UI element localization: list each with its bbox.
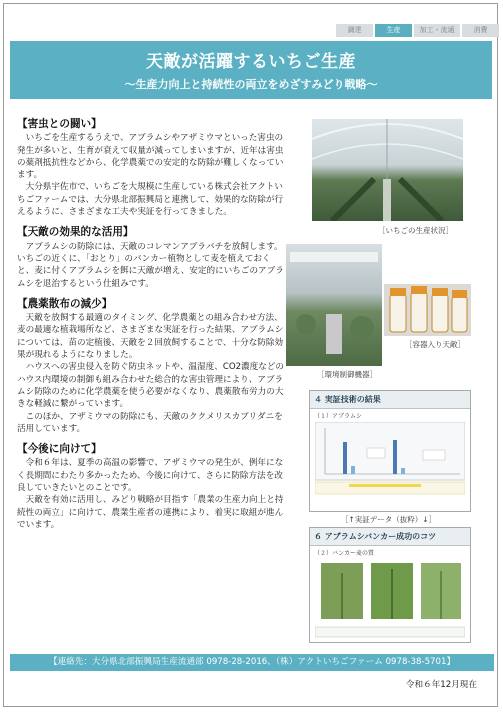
environment-control-photo <box>286 244 382 366</box>
paragraph: アブラムシの防除には、天敵のコレマンアブラバチを放飼します。いちごの近くに、「おとり」のバンカー植物として麦を植えておくと、麦に付くアブラムシを餌に天敵が増え、安定的にいちごのアブラムシを退治するという仕組みです。 <box>17 241 284 289</box>
bottles-illustration <box>384 284 471 336</box>
contact-footer: 【連絡先：大分県北部振興局生産流通部 0978-28-2016、（株）アクトいちごファーム 0978-38-5701】 <box>10 654 494 671</box>
page-title: 天敵が活躍するいちご生産 <box>146 52 356 72</box>
banker-tips-panel <box>309 527 471 643</box>
paragraph: 令和６年は、夏季の高温の影響で、アザミウマの発生が、例年になく長期間にわたり多かったため、今後に向けて、さらに防除方法を改良していきたいとのことです。 <box>17 458 284 494</box>
title-banner <box>10 41 492 99</box>
natural-enemy-product-photo <box>384 284 471 336</box>
section-heading: 【今後に向けて】 <box>17 443 102 456</box>
section-heading: 【農薬散布の減少】 <box>17 297 113 310</box>
page-subtitle: 〜生産力向上と持続性の両立をめざすみどり戦略〜 <box>124 78 378 91</box>
greenhouse-caption: ［いちごの生産状況］ <box>378 226 453 235</box>
article-body <box>17 118 285 539</box>
greenhouse-photo <box>312 119 463 221</box>
results-graph <box>315 422 465 496</box>
paragraph: ハウスへの害虫侵入を防ぐ防虫ネットや、温湿度、CO2濃度などのハウス内環境の制御も組み合わせた総合的な害虫管理により、アブラムシ防除のために化学農薬を使う必要がなくなり、農薬散布労力の大きな軽減に繋がっています。 <box>17 362 285 410</box>
banker-wheat-photos <box>315 559 465 639</box>
environment-caption: ［環境制御機器］ <box>317 370 377 379</box>
paragraph: 天敵を放飼する最適のタイミング、化学農薬との組み合わせ方法、麦の最適な植栽場所など、さまざまな実証を行った結果、アブラムシについては、苗の定植後、天敵を２回放飼することで、十分な防除効果が現れるようになりました。 <box>17 313 284 361</box>
as-of-date: 令和６年12月現在 <box>405 680 477 690</box>
result-data-caption: ［↑実証データ（抜粋）↓］ <box>341 515 437 524</box>
paragraph: いちごを生産するうえで、アブラムシやアザミウマといった害虫の発生が多いと、生育が衰えて収量が減ってしまいますが、近年は害虫の薬剤抵抗性などから、化学農薬での安定的な防除が難しくなっています。 <box>17 133 284 181</box>
paragraph: 天敵を有効に活用し、みどり戦略が目指す「農業の生産力向上と持続性の両立」に向けて、農業生産者の連携により、着実に取組が進んでいます。 <box>17 495 284 530</box>
category-tabs <box>336 24 499 37</box>
section-future <box>17 443 285 531</box>
section-natural-enemy <box>17 226 285 289</box>
greenhouse-illustration <box>312 119 463 221</box>
results-panel-title: ４ 実証技術の結果 <box>310 391 470 409</box>
section-heading: 【天敵の効果的な活用】 <box>17 226 134 239</box>
section-pest-battle <box>17 118 285 218</box>
section-heading: 【害虫との闘い】 <box>17 118 102 130</box>
environment-illustration <box>286 244 382 366</box>
paragraph: 大分県宇佐市で、いちごを大規模に生産している株式会社アクトいちごファームでは、大分県北部振興局と連携して、効果的な防除が行えるように、さまざまな工夫や実証を行ってきました。 <box>17 182 284 218</box>
tab-processing-distribution[interactable]: 加工・流通 <box>414 24 460 37</box>
section-pesticide-reduction <box>17 298 285 435</box>
tab-consumption[interactable]: 消費 <box>462 24 499 37</box>
banker-tips-subtitle: （２）バンカー麦の質 <box>314 550 375 557</box>
tab-procurement[interactable]: 調達 <box>336 24 373 37</box>
banker-tips-title: ６ アブラムシバンカー成功のコツ <box>310 528 470 546</box>
product-caption: ［容器入り天敵］ <box>405 340 465 349</box>
tab-production[interactable]: 生産 <box>375 24 412 37</box>
results-panel-subtitle: （１）アブラムシ <box>314 413 362 420</box>
results-panel <box>309 390 471 512</box>
paragraph: このほか、アザミウマの防除にも、天敵のククメリスカブリダニを活用しています。 <box>17 411 283 434</box>
